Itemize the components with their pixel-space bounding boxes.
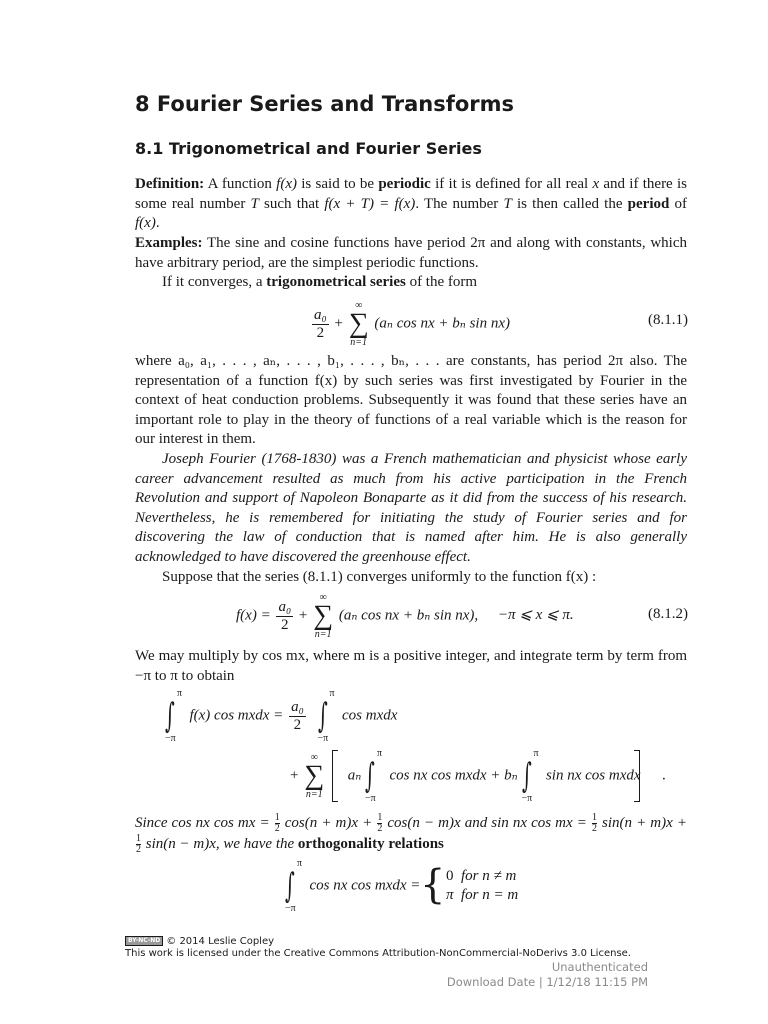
- plus-sign: +: [290, 767, 299, 784]
- fraction-a0-over-2: [276, 599, 293, 634]
- integral-symbol: ∫: [285, 866, 295, 906]
- numerator: a₀: [291, 698, 304, 715]
- definition-label: Definition:: [135, 176, 205, 192]
- integral: [285, 858, 303, 914]
- math-T: T: [250, 195, 259, 212]
- integral: [165, 688, 183, 744]
- intro-text: of the form: [405, 274, 478, 290]
- fraction-a0-over-2: [312, 307, 329, 342]
- sum-lower: n=1: [314, 629, 332, 640]
- license-text: This work is licensed under the Creative Commons Attribution-NonCommercial-NoDerivs 3.0 License.: [125, 948, 631, 959]
- sigma-symbol: ∑: [304, 760, 325, 791]
- term-period: period: [627, 195, 670, 212]
- definition-text: of: [669, 195, 688, 212]
- int-lower: −π: [285, 903, 296, 914]
- sum-upper: ∞: [310, 752, 318, 763]
- definition-text: and if there is some real number: [135, 176, 687, 212]
- definition-text: such that: [258, 195, 325, 212]
- integral-symbol: ∫: [365, 756, 375, 796]
- copyright-text: © 2014 Leslie Copley: [166, 936, 275, 947]
- integrand-cos: cos nx cos mxdx + bₙ: [389, 767, 518, 784]
- case-1: [446, 868, 516, 885]
- multiply-paragraph: We may multiply by cos mx, where m is a positive integer, and integrate term by term from −π to π to obtain: [135, 648, 687, 684]
- equation-8-1-1: [310, 300, 510, 348]
- summation: [349, 300, 369, 348]
- term-orthogonality: orthogonality relations: [297, 835, 444, 852]
- half-fraction: [136, 834, 141, 855]
- half-num: 1: [274, 812, 280, 823]
- plus-sign: +: [334, 315, 343, 332]
- denominator: 2: [316, 324, 325, 341]
- int-lower: −π: [521, 793, 533, 804]
- denominator: 2: [281, 616, 289, 633]
- plus-sign: +: [298, 607, 308, 624]
- auth-status: Unauthenticated: [551, 960, 648, 974]
- chapter-title: 8 Fourier Series and Transforms: [135, 92, 514, 116]
- case-1-value: 0: [446, 868, 454, 884]
- sigma-symbol: ∑: [313, 600, 334, 631]
- numerator: a₀: [278, 598, 292, 615]
- sum-upper: ∞: [319, 592, 327, 603]
- half-num: 1: [377, 812, 383, 823]
- domain-range: −π ⩽ x ⩽ π.: [497, 607, 574, 624]
- int-upper: π: [329, 688, 335, 699]
- definition-text: if it is defined for all real: [430, 176, 593, 192]
- integral: [318, 688, 336, 744]
- integral-symbol: ∫: [521, 756, 532, 796]
- definition-text: . The number: [415, 195, 504, 212]
- left-bracket: [332, 750, 338, 802]
- sigma-symbol: ∑: [348, 308, 369, 339]
- since-text: cos(n − m)x and sin nx cos mx =: [383, 814, 591, 831]
- fraction-a0-over-2: [289, 699, 306, 734]
- suppose-paragraph: Suppose that the series (8.1.1) converges uniformly to the function f(x) :: [162, 569, 597, 585]
- definition-text: A function: [204, 176, 277, 192]
- orthogonality-equation: [285, 858, 420, 914]
- half-den: 2: [274, 823, 280, 834]
- download-date: Download Date | 1/12/18 11:15 PM: [446, 975, 648, 989]
- section-title: 8.1 Trigonometrical and Fourier Series: [135, 139, 482, 158]
- intro-text: If it converges, a: [162, 274, 267, 290]
- definition-text: is then called the: [511, 195, 628, 212]
- equation-label-8-1-2: (8.1.2): [648, 606, 688, 622]
- cc-license-badge: BY-NC-ND: [125, 936, 163, 946]
- term-periodic: periodic: [378, 176, 431, 192]
- denominator: 2: [293, 716, 302, 733]
- math-periodicity: f(x + T) = f(x): [324, 195, 416, 212]
- integral-equation-1: [165, 688, 397, 744]
- definition-paragraph: [135, 175, 687, 234]
- half-den: 2: [136, 844, 141, 855]
- math-fx: f(x): [276, 176, 297, 192]
- integral-lhs: f(x) cos mxdx =: [189, 707, 284, 724]
- int-lower: −π: [165, 733, 176, 744]
- summation: [304, 752, 324, 800]
- integral: [522, 748, 540, 804]
- sum-upper: ∞: [355, 300, 363, 311]
- math-fx: f(x): [135, 215, 156, 232]
- definition-text: is said to be: [296, 176, 379, 192]
- int-lower: −π: [317, 733, 329, 744]
- case-2: [446, 887, 518, 904]
- int-lower: −π: [365, 793, 376, 804]
- case-1-condition: for n ≠ m: [461, 868, 517, 884]
- where-paragraph: where a₀, a₁, . . . , aₙ, . . . , b₁, . . . , bₙ, . . . are constants, has period 2π also. The representation of a function f(x) by such series was first investigated by Fourier in the context of heat conduction problems. Subsequently it was found that these series have an important role to play in the theory of functions of a real variable which is the reason for our interest in them.: [135, 353, 687, 448]
- examples-paragraph: [135, 234, 687, 273]
- math-T: T: [503, 195, 512, 212]
- int-upper: π: [297, 858, 303, 869]
- int-upper: π: [533, 748, 539, 759]
- examples-text: The sine and cosine functions have period 2π and along with constants, which have arbitrary period, are the simplest periodic functions.: [135, 235, 687, 271]
- orth-lhs: cos nx cos mxdx =: [309, 877, 421, 894]
- lhs-fx: f(x) =: [236, 607, 271, 624]
- fourier-bio-paragraph: Joseph Fourier (1768-1830) was a French mathematician and physicist whose early career advancement resulted as much from his active participation in the French Revolution and support of Napoleon Bonaparte as it did from the success of his research. Nevertheless, he is remembered for initiating the study of Fourier series and for discovering the law of conduction that is named after him. He is also generally acknowledged to have discovered the greenhouse effect.: [135, 451, 687, 565]
- definition-text: .: [155, 215, 160, 232]
- trig-intro-paragraph: [135, 273, 687, 293]
- since-text: sin(n − m)x, we have the: [142, 835, 298, 852]
- sum-lower: n=1: [350, 337, 368, 348]
- numerator: a₀: [314, 306, 327, 323]
- summation: [313, 592, 333, 640]
- equation-8-1-2: [236, 592, 574, 640]
- half-den: 2: [377, 823, 383, 834]
- equation-label-8-1-1: (8.1.1): [648, 312, 688, 328]
- integral-equation-2: [290, 748, 666, 804]
- copyright-line: [125, 936, 631, 948]
- examples-label: Examples:: [135, 235, 203, 251]
- int-upper: π: [177, 688, 183, 699]
- since-paragraph: [135, 813, 687, 855]
- integrand-sin: sin nx cos mxdx: [545, 767, 641, 784]
- series-term: (aₙ cos nx + bₙ sin nx): [374, 315, 510, 332]
- since-text: sin(n + m)x +: [597, 814, 687, 831]
- sum-lower: n=1: [305, 789, 323, 800]
- term-trig-series: trigonometrical series: [266, 274, 406, 290]
- license-footer: [125, 936, 631, 960]
- half-fraction: [592, 813, 597, 834]
- half-fraction: [275, 813, 280, 834]
- left-brace: {: [420, 862, 446, 908]
- half-num: 1: [591, 812, 597, 823]
- half-num: 1: [136, 833, 141, 844]
- integral-symbol: ∫: [165, 696, 175, 736]
- integral-symbol: ∫: [317, 696, 328, 736]
- math-x: x: [592, 176, 600, 192]
- since-text: cos(n + m)x +: [280, 814, 377, 831]
- coefficient-an: aₙ: [347, 767, 362, 784]
- half-den: 2: [591, 823, 597, 834]
- integral-rhs: cos mxdx: [342, 707, 398, 724]
- right-bracket: [634, 750, 640, 802]
- period-mark: .: [662, 767, 666, 784]
- case-2-condition: for n = m: [461, 887, 519, 903]
- series-term: (aₙ cos nx + bₙ sin nx),: [338, 607, 479, 624]
- int-upper: π: [377, 748, 383, 759]
- since-text: Since cos nx cos mx =: [135, 814, 274, 831]
- case-2-value: π: [446, 887, 454, 903]
- half-fraction: [377, 813, 382, 834]
- integral: [365, 748, 383, 804]
